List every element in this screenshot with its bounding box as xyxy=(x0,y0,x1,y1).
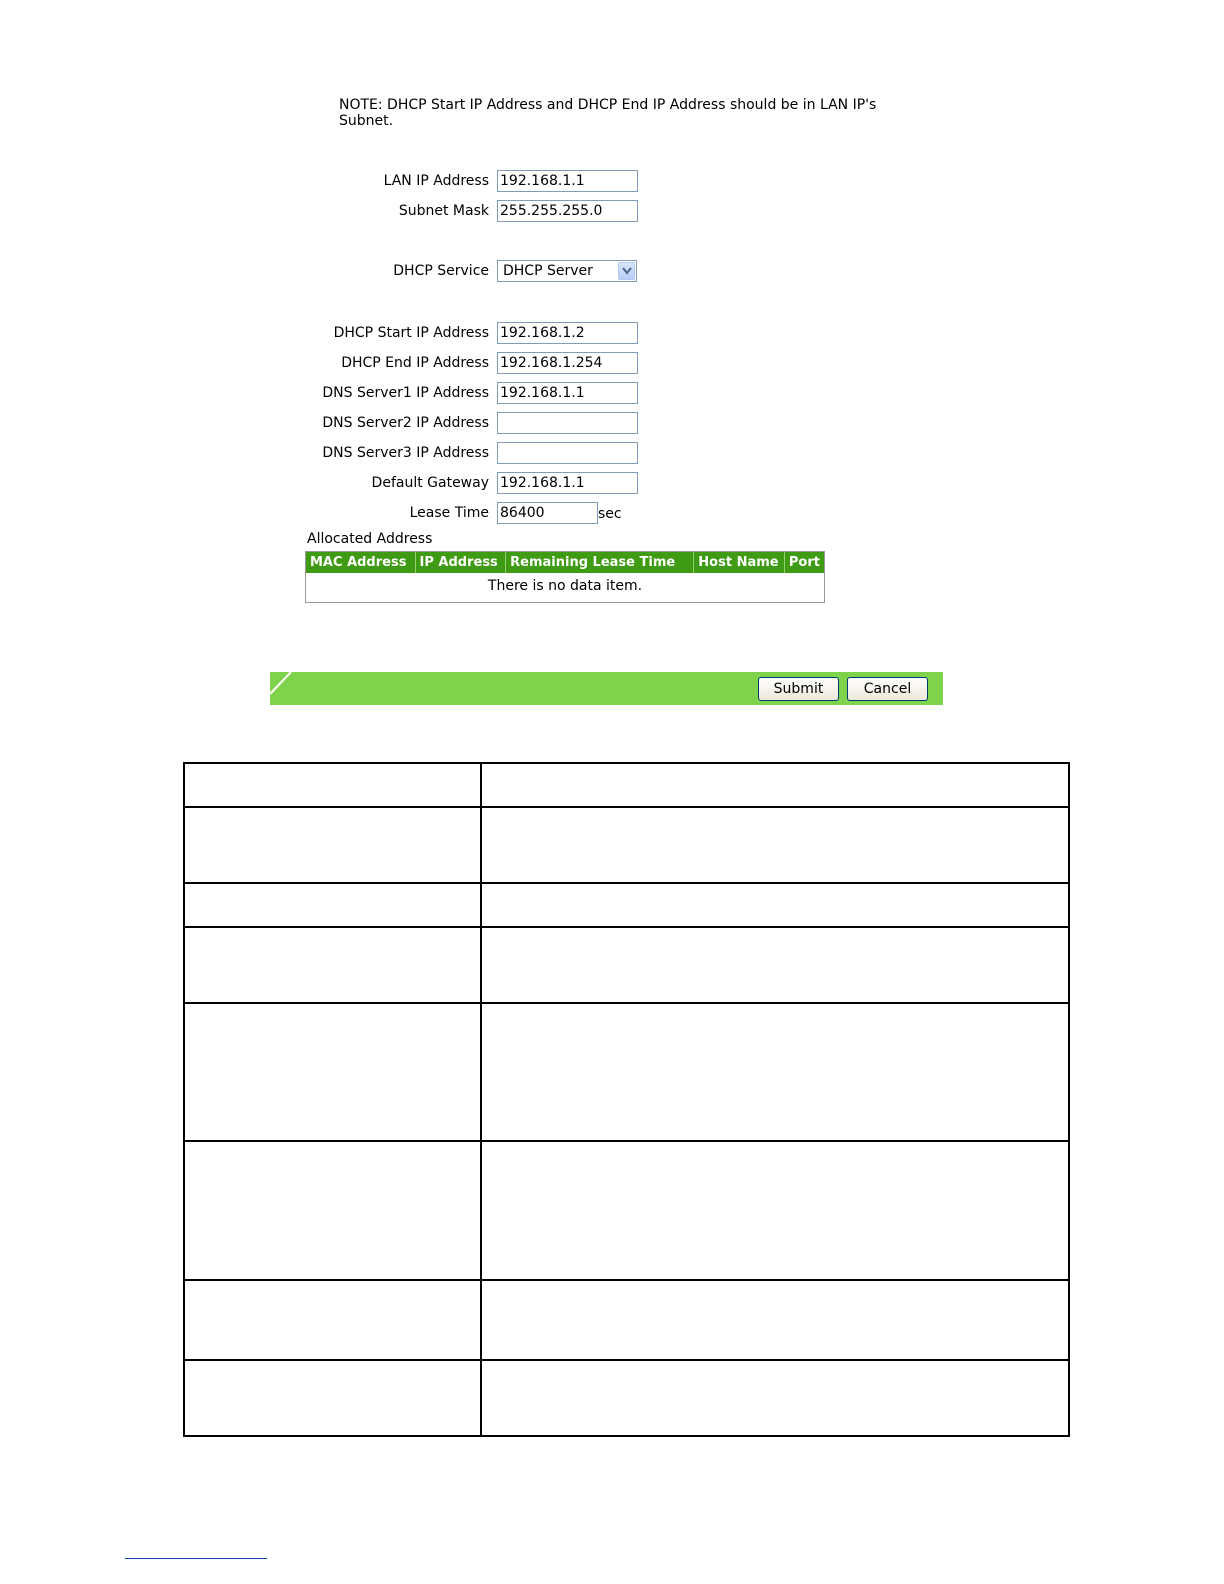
lease-time-unit: sec xyxy=(598,506,622,522)
empty-table-message: There is no data item. xyxy=(487,578,643,594)
subnet-mask-label: Subnet Mask xyxy=(398,203,489,219)
corner-stripe-icon xyxy=(270,672,294,705)
chevron-down-icon[interactable] xyxy=(618,262,635,280)
table-cell xyxy=(481,927,1069,1003)
gateway-label: Default Gateway xyxy=(371,475,489,491)
table-cell xyxy=(184,763,481,807)
submit-button[interactable]: Submit xyxy=(758,677,839,701)
table-cell xyxy=(184,1141,481,1280)
lease-time-label: Lease Time xyxy=(409,505,489,521)
table-cell xyxy=(184,1360,481,1436)
description-table xyxy=(183,762,1070,1437)
dns1-row xyxy=(0,382,1224,404)
table-cell xyxy=(184,1280,481,1360)
table-row xyxy=(184,883,1069,927)
dns2-input[interactable] xyxy=(497,412,638,434)
allocated-table-header xyxy=(306,552,824,573)
allocated-address-title: Allocated Address xyxy=(307,531,433,547)
table-cell xyxy=(184,883,481,927)
dns2-row xyxy=(0,412,1224,434)
dhcp-end-row xyxy=(0,352,1224,374)
dns3-label: DNS Server3 IP Address xyxy=(322,445,489,461)
action-bar xyxy=(270,672,943,705)
table-cell xyxy=(481,1360,1069,1436)
table-cell xyxy=(184,927,481,1003)
subnet-mask-input[interactable] xyxy=(497,200,638,222)
table-cell xyxy=(481,807,1069,883)
gateway-row xyxy=(0,472,1224,494)
table-row xyxy=(184,927,1069,1003)
column-header: Port xyxy=(788,555,820,570)
dhcp-note: NOTE: DHCP Start IP Address and DHCP End IP Address should be in LAN IP's Subnet. xyxy=(339,97,877,129)
dhcp-start-row xyxy=(0,322,1224,344)
dhcp-end-input[interactable] xyxy=(497,352,638,374)
dhcp-start-input[interactable] xyxy=(497,322,638,344)
dhcp-end-label: DHCP End IP Address xyxy=(341,355,489,371)
table-row xyxy=(184,763,1069,807)
allocated-address-table xyxy=(305,551,825,603)
subnet-mask-row xyxy=(0,200,1224,222)
column-header: MAC Address xyxy=(306,552,416,573)
dns3-input[interactable] xyxy=(497,442,638,464)
dns1-input[interactable] xyxy=(497,382,638,404)
table-cell xyxy=(481,883,1069,927)
lease-time-input[interactable] xyxy=(497,502,598,524)
dhcp-start-label: DHCP Start IP Address xyxy=(333,325,489,341)
table-cell xyxy=(481,1141,1069,1280)
column-header: IP Address xyxy=(416,552,507,573)
dns3-row xyxy=(0,442,1224,464)
table-cell xyxy=(481,1280,1069,1360)
column-header: Remaining Lease Time xyxy=(506,552,694,573)
table-row xyxy=(184,1003,1069,1141)
gateway-input[interactable] xyxy=(497,472,638,494)
table-cell xyxy=(184,807,481,883)
lan-ip-label: LAN IP Address xyxy=(383,173,489,189)
dhcp-service-value: DHCP Server xyxy=(503,263,593,279)
table-row xyxy=(184,1360,1069,1436)
lan-ip-row xyxy=(0,170,1224,192)
column-header: Host Name xyxy=(694,552,785,573)
dns1-label: DNS Server1 IP Address xyxy=(322,385,489,401)
lan-ip-input[interactable] xyxy=(497,170,638,192)
cancel-button[interactable]: Cancel xyxy=(847,677,928,701)
footnote-divider xyxy=(125,1558,267,1559)
dhcp-service-label: DHCP Service xyxy=(393,263,489,279)
dhcp-service-row xyxy=(0,260,1224,282)
table-row xyxy=(184,1280,1069,1360)
dns2-label: DNS Server2 IP Address xyxy=(322,415,489,431)
lease-time-row xyxy=(0,502,1224,524)
table-row xyxy=(184,807,1069,883)
table-row xyxy=(184,1141,1069,1280)
dhcp-service-select[interactable] xyxy=(497,260,637,282)
table-cell xyxy=(184,1003,481,1141)
table-cell xyxy=(481,1003,1069,1141)
table-cell xyxy=(481,763,1069,807)
